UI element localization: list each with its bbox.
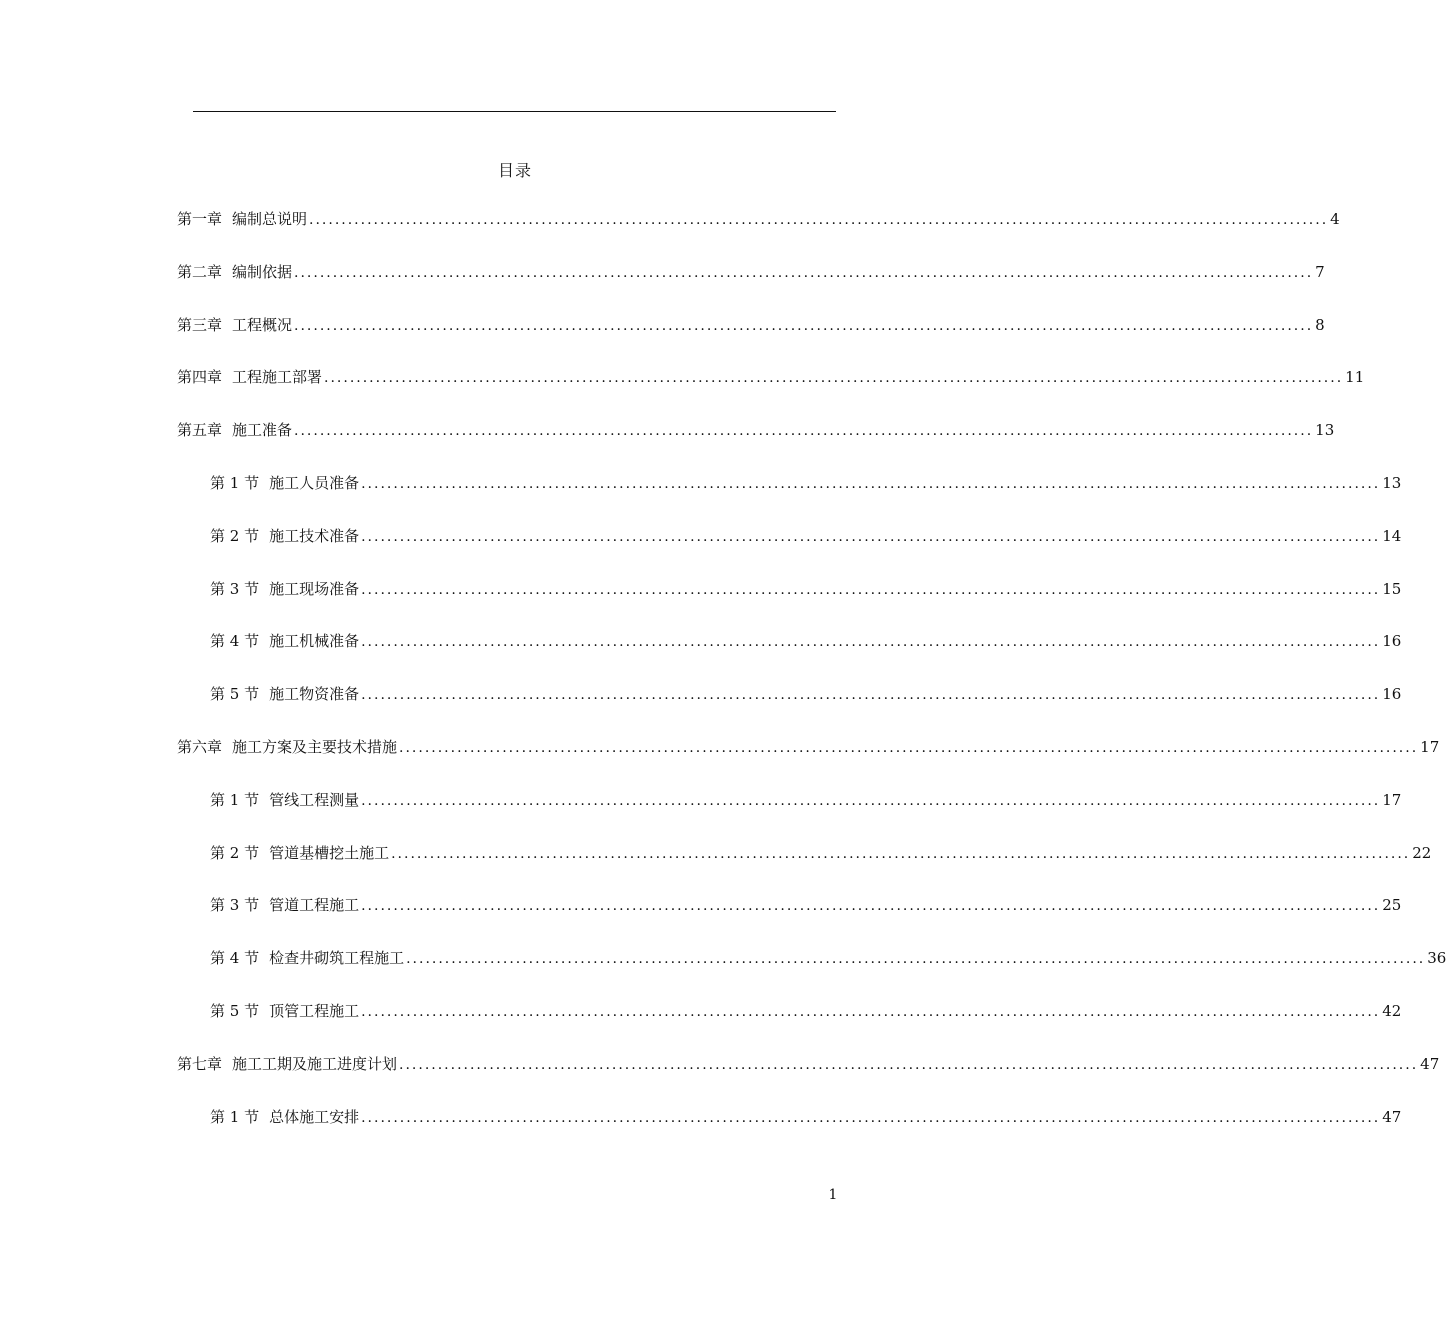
toc-entry[interactable] [177,366,1365,419]
toc-entry-number: 第三章 [177,315,223,334]
toc-entry-page: 22 [1412,843,1432,862]
toc-entry-number: 第六章 [177,737,223,756]
toc-entry-number: 第 2 节 [210,843,260,862]
toc-entry-number: 第 5 节 [210,1001,260,1020]
toc-entry-page: 47 [1382,1107,1402,1126]
toc-entry-title: 管道基槽挖土施工 [269,843,390,862]
toc-entry-title: 施工工期及施工进度计划 [232,1054,398,1073]
toc-entry[interactable] [177,947,1446,1000]
toc-entry-leader: .............................................................................................................................................................. [361,792,1381,809]
toc-entry-title: 施工技术准备 [269,526,360,545]
toc-entry-leader: .............................................................................................................................................................. [294,423,1314,440]
toc-entry-leader: .............................................................................................................................................................. [361,1109,1381,1126]
toc-entry-number: 第 3 节 [210,896,260,915]
toc-entry-page: 17 [1420,737,1440,756]
toc-entry-leader: .............................................................................................................................................................. [324,370,1344,387]
toc-entry[interactable] [177,630,1402,683]
toc-entry[interactable] [177,419,1335,472]
toc-entry-title: 工程概况 [232,315,293,334]
toc-entry-leader: .............................................................................................................................................................. [361,898,1381,915]
toc-entry-page: 15 [1382,579,1402,598]
toc-entry-number: 第 3 节 [210,579,260,598]
toc-entry-page: 47 [1420,1054,1440,1073]
toc-entry-number: 第七章 [177,1054,223,1073]
toc-entry-title: 施工人员准备 [269,473,360,492]
toc-entry-page: 11 [1345,368,1365,387]
toc-entry-leader: .............................................................................................................................................................. [309,212,1329,228]
toc-entry-leader: .............................................................................................................................................................. [391,845,1411,862]
toc-entry[interactable] [177,525,1402,578]
toc-entry[interactable] [177,261,1325,314]
toc-entry[interactable] [177,578,1402,631]
toc-entry[interactable] [177,1106,1402,1159]
toc-entry-title: 施工现场准备 [269,579,360,598]
header-rule [193,111,836,112]
toc-entry[interactable] [177,894,1402,947]
toc-entry-number: 第 5 节 [210,685,260,704]
toc-entry-number: 第二章 [177,262,223,281]
toc-entry-title: 管道工程施工 [269,896,360,915]
toc-entry[interactable] [177,683,1402,736]
toc-entry-leader: .............................................................................................................................................................. [294,317,1314,334]
toc-entry-title: 总体施工安排 [269,1107,360,1126]
toc-entry-page: 8 [1315,315,1325,334]
toc-title: 目录 [497,161,532,180]
toc-entry-number: 第 1 节 [210,1107,260,1126]
toc-entry-leader: .............................................................................................................................................................. [361,528,1381,545]
toc-entry-page: 13 [1315,421,1335,440]
toc-entry-title: 施工物资准备 [269,685,360,704]
toc-entry[interactable] [177,736,1440,789]
toc-entry-title: 顶管工程施工 [269,1001,360,1020]
toc-entry-title: 管线工程测量 [269,790,360,809]
toc-entry-leader: .............................................................................................................................................................. [361,687,1381,704]
toc-entry-title: 施工方案及主要技术措施 [232,737,398,756]
toc-entry-number: 第 1 节 [210,790,260,809]
toc-entry[interactable] [177,314,1325,367]
toc-entry-title: 检查井砌筑工程施工 [269,949,405,968]
toc-entry-title: 施工机械准备 [269,632,360,651]
toc-entry-page: 4 [1330,210,1340,228]
toc-entry-title: 施工准备 [232,421,293,440]
toc-entry-leader: .............................................................................................................................................................. [399,1056,1419,1073]
page-number: 1 [828,1187,838,1203]
toc-entry-leader: .............................................................................................................................................................. [361,1003,1381,1020]
toc-entry-leader: .............................................................................................................................................................. [399,739,1419,756]
toc-entry-page: 14 [1382,526,1402,545]
toc-entry[interactable] [177,842,1432,895]
toc-entry-leader: .............................................................................................................................................................. [406,951,1426,968]
toc-entry-title: 工程施工部署 [232,368,323,387]
toc-entry-number: 第 1 节 [210,473,260,492]
toc-entry-number: 第 4 节 [210,949,260,968]
toc-entry-page: 13 [1382,473,1402,492]
toc-entry-number: 第五章 [177,421,223,440]
toc-entry-leader: .............................................................................................................................................................. [294,264,1314,281]
toc-entry-leader: .............................................................................................................................................................. [361,634,1381,651]
toc-entry-number: 第一章 [177,210,223,228]
toc-entry-page: 16 [1382,632,1402,651]
toc-entry[interactable] [177,1053,1440,1106]
toc-entry-number: 第 2 节 [210,526,260,545]
toc-entry-number: 第四章 [177,368,223,387]
toc-entry-leader: .............................................................................................................................................................. [361,581,1381,598]
toc-entry-title: 编制总说明 [232,210,308,228]
toc-entry-page: 42 [1382,1001,1402,1020]
toc-entry-page: 7 [1315,262,1325,281]
toc-entry-page: 25 [1382,896,1402,915]
toc-entry-title: 编制依据 [232,262,293,281]
toc-entry[interactable] [177,208,1340,261]
toc-entry-page: 16 [1382,685,1402,704]
toc-entry-page: 36 [1427,949,1446,968]
toc-entry-page: 17 [1382,790,1402,809]
table-of-contents [177,208,1446,1158]
toc-entry[interactable] [177,789,1402,842]
toc-entry[interactable] [177,472,1402,525]
toc-entry-leader: .............................................................................................................................................................. [361,475,1381,492]
toc-entry[interactable] [177,1000,1402,1053]
toc-entry-number: 第 4 节 [210,632,260,651]
